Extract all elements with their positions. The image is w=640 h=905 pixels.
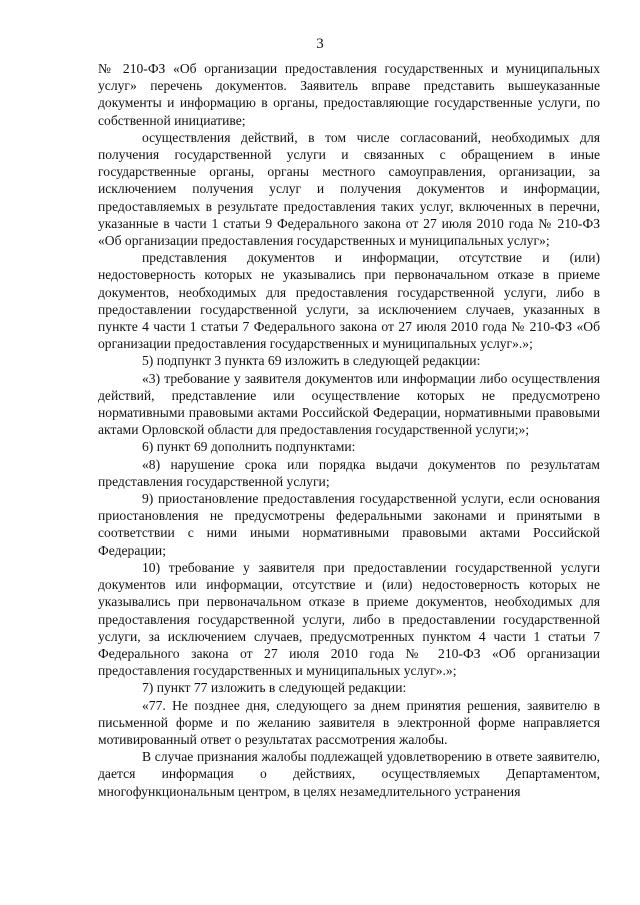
paragraph-8: 9) приостановление предоставления государственной услуги, если основания приостановления не предусмотрены федеральными законами и принятыми в соответствии с ними иными нормативными правовыми актами Российской Федерации; (98, 491, 600, 558)
paragraph-4: 5) подпункт 3 пункта 69 изложить в следующей редакции: (142, 353, 481, 369)
paragraph-1: № 210-ФЗ «Об организации предоставления государственных и муниципальных услуг» перечень документов. Заявитель вправе представить вышеуказанные документы и информацию в органы, предоставляющие государственные услуги, по собственной инициативе; (98, 61, 600, 128)
paragraph-2: осуществления действий, в том числе согласований, необходимых для получения государственной услуги и связанных с обращением в иные государственные органы, органы местного самоуправления, организации, за исключением получения услуг и получения документов и информации, предоставляемых в результате предоставления таких услуг, включенных в перечни, указанные в части 1 статьи 9 Федерального закона от 27 июля 2010 года № 210-ФЗ «Об организации предоставления государственных и муниципальных услуг»; (98, 129, 600, 249)
document-body (98, 60, 600, 800)
paragraph-10: 7) пункт 77 изложить в следующей редакции: (142, 680, 407, 696)
paragraph-12: В случае признания жалобы подлежащей удовлетворению в ответе заявителю, дается информация о действиях, осуществляемых Департаментом, многофункциональным центром, в целях незамедлительного устранения (98, 749, 600, 799)
paragraph-11: «77. Не позднее дня, следующего за днем принятия решения, заявителю в письменной форме и по желанию заявителя в электронной форме направляется мотивированный ответ о результатах рассмотрения жалобы. (98, 697, 600, 747)
page-number: 3 (316, 36, 324, 52)
paragraph-5: «3) требование у заявителя документов или информации либо осуществления действий, представление или осуществление которых не предусмотрено нормативными правовыми актами Российской Федерации, нормативными правовыми актами Орловской области для предоставления государственной услуги;»; (98, 370, 600, 438)
paragraph-7: «8) нарушение срока или порядка выдачи документов по результатам представления государственной услуги; (98, 456, 600, 489)
paragraph-3: представления документов и информации, отсутствие и (или) недостоверность которых не указывались при первоначальном отказе в приеме документов, необходимых для предоставления государственной услуги, либо в предоставлении государственной услуги, за исключением случаев, указанных в пункте 4 части 1 статьи 7 Федерального закона от 27 июля 2010 года № 210-ФЗ «Об организации предоставления государственных и муниципальных услуг».»; (98, 250, 600, 352)
paragraph-6: 6) пункт 69 дополнить подпунктами: (142, 439, 356, 455)
paragraph-9: 10) требование у заявителя при предоставлении государственной услуги документов или информации, отсутствие и (или) недостоверность которых не указывались при первоначальном отказе в приеме документов, необходимых для предоставления государственной услуги, либо в предоставлении государственной услуги, за исключением случаев, предусмотренных пунктом 4 части 1 статьи 7 Федерального закона от 27 июля 2010 года № 210-ФЗ «Об организации предоставления государственных и муниципальных услуг».»; (98, 559, 600, 679)
